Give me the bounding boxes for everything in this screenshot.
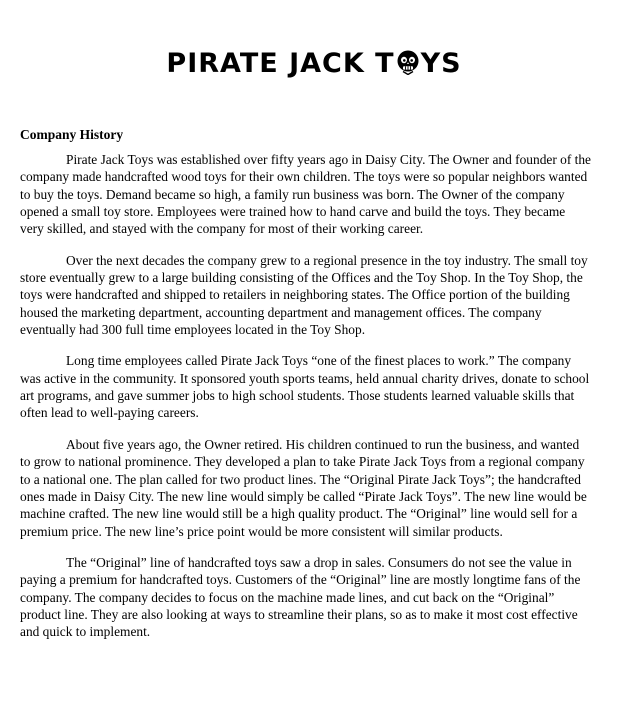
- company-logo: [0, 44, 628, 84]
- logo-text-start: PIRATE JACK T: [166, 48, 395, 79]
- section-heading: Company History: [20, 127, 124, 142]
- paragraph-founding: Pirate Jack Toys was established over fifty years ago in Daisy City. The Owner and founder of the company made handcrafted wood toys for their own children. The toys were so popular neighbors wanted to buy the toys. Demand became so high, a family run business was born. The Owner of the company opened a small toy store. Employees were trained how to hand carve and build the toys. They became very skilled, and stayed with the company for most of their working career.: [20, 152, 592, 237]
- logo-text-end: YS: [420, 48, 462, 79]
- body-text: [20, 151, 591, 655]
- paragraph-expansion: About five years ago, the Owner retired. His children continued to run the business, and wanted to grow to national prominence. They developed a plan to take Pirate Jack Toys from a regional company to a national one. The plan called for two product lines. The “Original Pirate Jack Toys”; the handcrafted ones made in Daisy City. The new line would simply be called “Pirate Jack Toys”. The new line would be machine crafted. The new line would still be a high quality product. The “Original” line would sell for a premium price. The new line’s price point would be more consistent will similar products.: [20, 436, 587, 539]
- skull-icon: [396, 49, 420, 75]
- paragraph-growth: Over the next decades the company grew to a regional presence in the toy industry. The small toy store eventually grew to a large building consisting of the Offices and the Toy Shop. In the Toy Shop, the toys were handcrafted and shipped to retailers in neighboring states. The Office portion of the building housed the marketing department, accounting department and management offices. The company eventually had 300 full time employees located in the Toy Shop.: [20, 252, 588, 338]
- paragraph-community: Long time employees called Pirate Jack Toys “one of the finest places to work.” The company was active in the community. It sponsored youth sports teams, held annual charity drives, donate to school art programs, and gave summer jobs to high school students. Those students learned valuable skills that often lead to well-paying careers.: [20, 353, 590, 421]
- paragraph-current: The “Original” line of handcrafted toys saw a drop in sales. Consumers do not see the value in paying a premium for handcrafted toys. Customers of the “Original” line are mostly longtime fans of the company. The company decides to focus on the machine made lines, and cut back on the “Original” product line. They are also looking at ways to streamline their plans, so as to make it most cost effective and quick to implement.: [20, 554, 581, 640]
